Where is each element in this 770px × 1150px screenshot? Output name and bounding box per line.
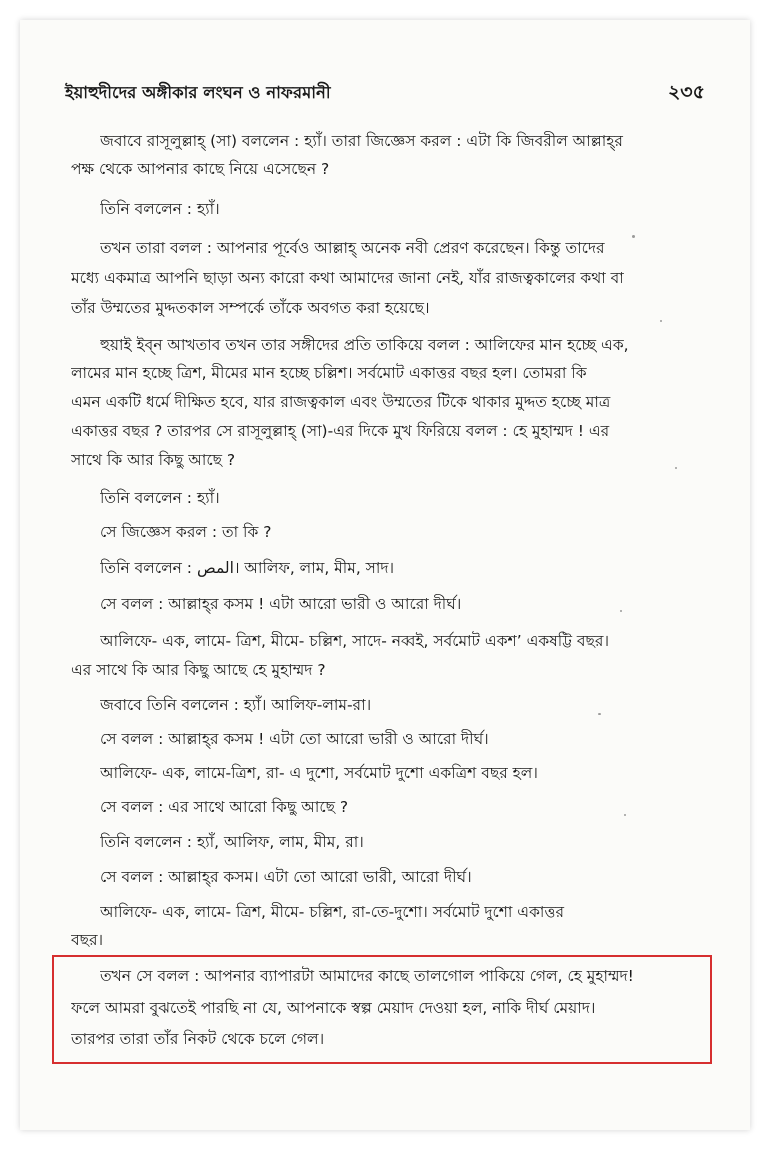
text-line: বছর। xyxy=(71,931,104,949)
text-line: আলিফে- এক, লামে- ত্রিশ, মীমে- চল্লিশ, সাদে- নব্বই, সর্বমোট একশ’ একষট্টি বছর। xyxy=(100,632,609,650)
page-number: ২৩৫ xyxy=(667,81,705,103)
text-line: সে বলল : আল্লাহ্‌র কসম ! এটা তো আরো ভারী ও আরো দীর্ঘ। xyxy=(100,730,489,748)
text-line: আলিফে- এক, লামে-ত্রিশ, রা- এ দুশো, সর্বমোট দুশো একত্রিশ বছর হল। xyxy=(100,764,538,782)
scan-speck xyxy=(620,610,622,612)
text-line: মধ্যে একমাত্র আপনি ছাড়া অন্য কারো কথা আমাদের জানা নেই, যাঁর রাজত্বকালের কথা বা xyxy=(71,269,624,287)
running-title: ইয়াহুদীদের অঙ্গীকার লংঘন ও নাফরমানী xyxy=(65,83,331,102)
text-line: সে বলল : আল্লাহ্‌র কসম। এটা তো আরো ভারী, আরো দীর্ঘ। xyxy=(100,868,472,886)
scan-speck xyxy=(675,467,677,469)
text-line: জবাবে তিনি বললেন : হ্যাঁ। আলিফ-লাম-রা। xyxy=(100,696,372,714)
page-header xyxy=(65,80,705,108)
text-line: সে বলল : এর সাথে আরো কিছু আছে ? xyxy=(100,798,349,816)
text-line: তিনি বললেন : المص। আলিফ, লাম, মীম, সাদ। xyxy=(100,559,395,577)
text-line: হুয়াই ইব্ন আখতাব তখন তার সঙ্গীদের প্রতি তাকিয়ে বলল : আলিফের মান হচ্ছে এক, xyxy=(100,336,629,354)
scan-speck xyxy=(632,235,635,238)
scan-speck xyxy=(660,320,662,322)
highlighted-line: তারপর তারা তাঁর নিকট থেকে চলে গেল। xyxy=(71,1030,325,1048)
text-line: পক্ষ থেকে আপনার কাছে নিয়ে এসেছেন ? xyxy=(71,160,330,178)
text-line: তখন তারা বলল : আপনার পূর্বেও আল্লাহ্ অনেক নবী প্রেরণ করেছেন। কিন্তু তাদের xyxy=(100,239,605,257)
text-line: তিনি বললেন : হ্যাঁ। xyxy=(100,200,220,218)
text-line: সে বলল : আল্লাহ্‌র কসম ! এটা আরো ভারী ও আরো দীর্ঘ। xyxy=(100,595,462,613)
text-line: একাত্তর বছর ? তারপর সে রাসূলুল্লাহ্ (সা)-এর দিকে মুখ ফিরিয়ে বলল : হে মুহাম্মদ ! এর xyxy=(71,422,610,440)
scan-speck xyxy=(624,814,626,816)
text-line: তিনি বললেন : হ্যাঁ। xyxy=(100,489,220,507)
text-line: আলিফে- এক, লামে- ত্রিশ, মীমে- চল্লিশ, রা-তে-দুশো। সর্বমোট দুশো একাত্তর xyxy=(100,903,565,921)
text-line: এর সাথে কি আর কিছু আছে হে মুহাম্মদ ? xyxy=(71,661,326,679)
text-line: এমন একটি ধর্মে দীক্ষিত হবে, যার রাজত্বকাল এবং উম্মতের টিকে থাকার মুদ্দত হচ্ছে মাত্র xyxy=(71,393,611,411)
scan-speck xyxy=(598,713,601,715)
text-line: সে জিজ্ঞেস করল : তা কি ? xyxy=(100,523,272,541)
text-line: তিনি বললেন : হ্যাঁ, আলিফ, লাম, মীম, রা। xyxy=(100,833,364,851)
scanned-page xyxy=(20,20,750,1130)
text-line: সাথে কি আর কিছু আছে ? xyxy=(71,451,236,469)
text-line: তাঁর উম্মতের মুদ্দতকাল সম্পর্কে তাঁকে অবগত করা হয়েছে। xyxy=(71,299,430,317)
text-line: জবাবে রাসূলুল্লাহ্ (সা) বললেন : হ্যাঁ। তারা জিজ্ঞেস করল : এটা কি জিবরীল আল্লাহ্‌র xyxy=(100,132,623,150)
text-line: লামের মান হচ্ছে ত্রিশ, মীমের মান হচ্ছে চল্লিশ। সর্বমোট একাত্তর বছর হল। তোমরা কি xyxy=(71,364,587,382)
highlighted-line: তখন সে বলল : আপনার ব্যাপারটা আমাদের কাছে তালগোল পাকিয়ে গেল, হে মুহাম্মদ! xyxy=(100,967,634,985)
highlighted-line: ফলে আমরা বুঝতেই পারছি না যে, আপনাকে স্বল্প মেয়াদ দেওয়া হল, নাকি দীর্ঘ মেয়াদ। xyxy=(71,999,596,1017)
